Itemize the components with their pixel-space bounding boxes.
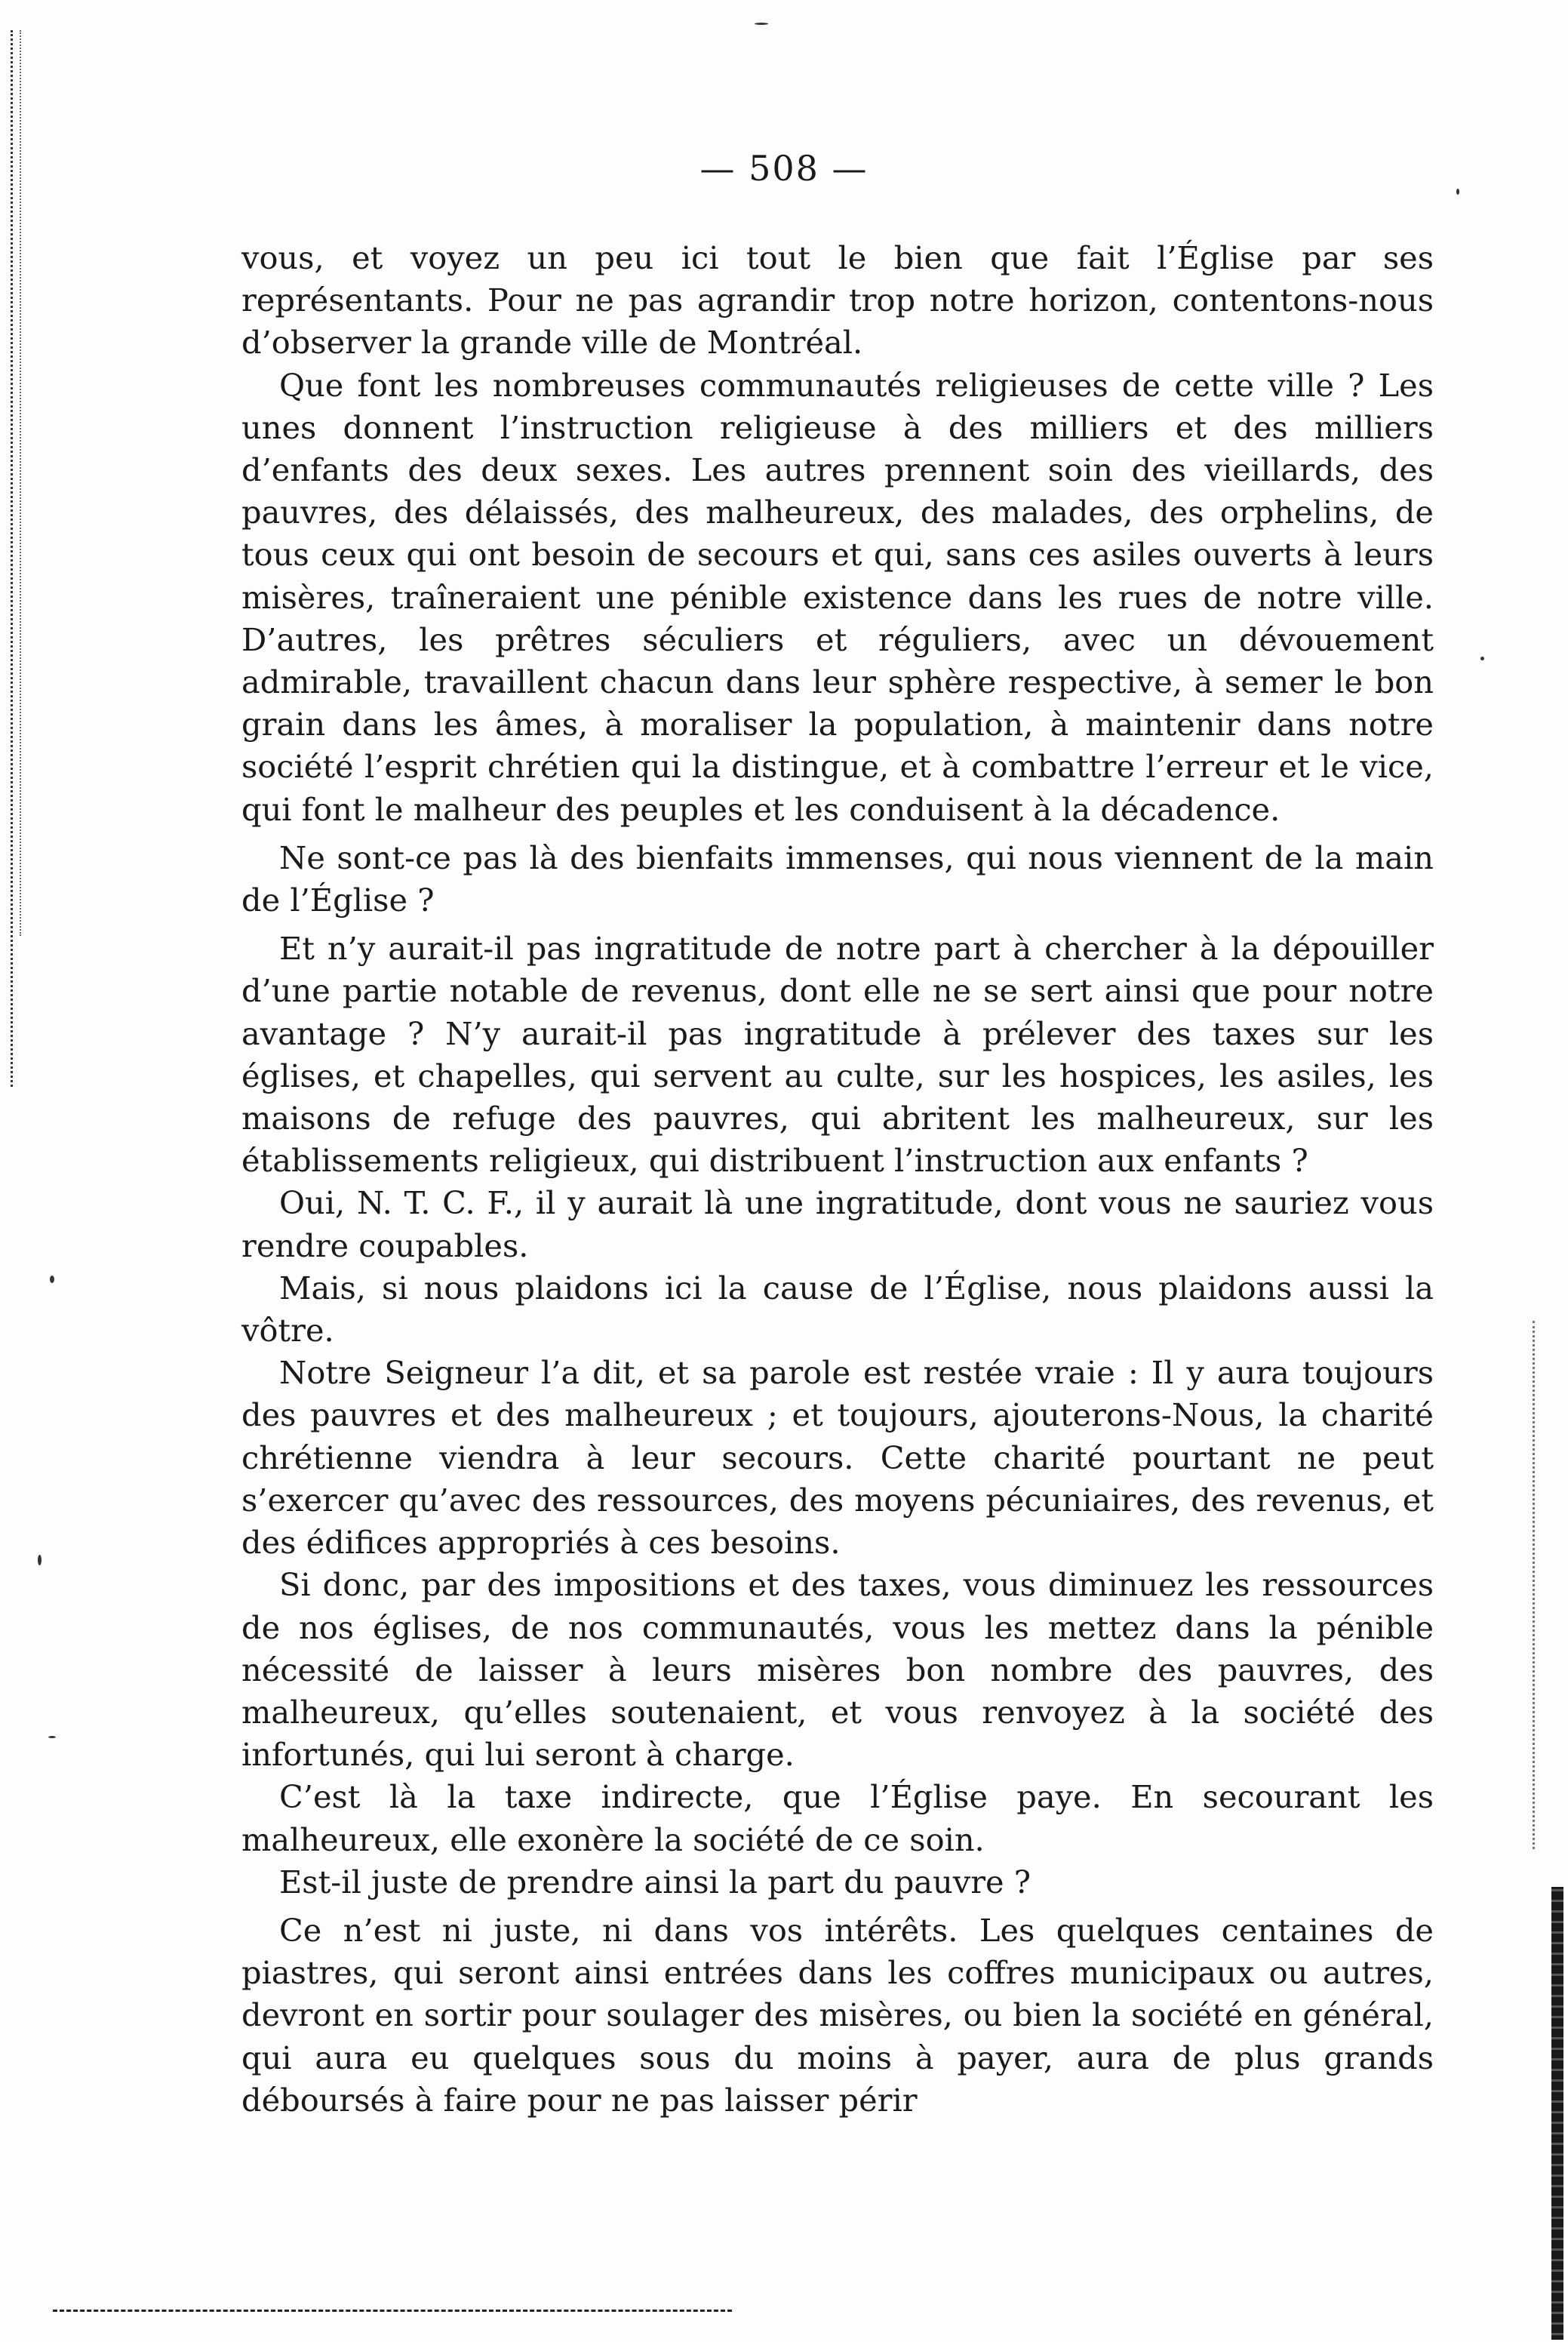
paragraph: Si donc, par des impositions et des taxes, vous diminuez les ressources de nos églises, de nos communautés, vous les mettez dans la pénible nécessité de laisser à leurs misères bon nombre des pauvres, des malheureux, qu’elles soutenaient, et vous renvoyez à la société des infortunés, qui lui seront à charge.	[241, 1566, 1434, 1774]
paragraph: Et n’y aurait-il pas ingratitude de notre part à chercher à la dépouiller d’une partie notable de revenus, dont elle ne se sert ainsi que pour notre avantage ? N’y aurait-il pas ingratitude à prélever des taxes sur les églises, et chapelles, qui servent au culte, sur les hospices, les asiles, les maisons de refuge des pauvres, qui abritent les malheureux, sur les établissements religieux, qui distribuent l’instruction aux enfants ?	[241, 930, 1434, 1180]
ink-speck	[755, 23, 768, 25]
left-margin-rule	[11, 30, 17, 1087]
paragraph: Mais, si nous plaidons ici la cause de l’Église, nous plaidons aussi la vôtre.	[241, 1269, 1434, 1349]
paragraph: Que font les nombreuses communautés religieuses de cette ville ? Les unes donnent l’instruction religieuse à des milliers et des milliers d’enfants des deux sexes. Les autres prennent soin des vieillards, des pauvres, des délaissés, des malheureux, des malades, des orphelins, de tous ceux qui ont besoin de secours et qui, sans ces asiles ouverts à leurs misères, traîneraient une pénible existence dans les rues de notre ville. D’autres, les prêtres séculiers et réguliers, avec un dévouement admirable, travaillent chacun dans leur sphère respective, à semer le bon grain dans les âmes, à moraliser la population, à maintenir dans notre société l’esprit chrétien qui la distingue, et à combattre l’erreur et le vice, qui font le malheur des peuples et les conduisent à la décadence.	[241, 366, 1434, 828]
ink-speck	[48, 1736, 56, 1738]
right-edge-binding	[1551, 1887, 1563, 2340]
body-text	[241, 237, 1434, 2122]
ink-speck	[1456, 189, 1459, 195]
paragraph: vous, et voyez un peu ici tout le bien que fait l’Église par ses représentants. Pour ne pas agrandir trop notre horizon, contentons-nous d’observer la grande ville de Montréal.	[241, 239, 1434, 362]
paragraph: Ce n’est ni juste, ni dans vos intérêts. Les quelques centaines de piastres, qui seront ainsi entrées dans les coffres municipaux ou autres, devront en sortir pour soulager des misères, ou bien la société en général, qui aura eu quelques sous du moins à payer, aura de plus grands déboursés à faire pour ne pas laisser périr	[241, 1911, 1434, 2119]
ink-speck	[38, 1555, 42, 1565]
bottom-edge-rule	[53, 2310, 732, 2316]
paragraph: C’est là la taxe indirecte, que l’Église paye. En secourant les malheureux, elle exonère la société de ce soin.	[241, 1778, 1434, 1858]
paragraph: Ne sont-ce pas là des bienfaits immenses, qui nous viennent de la main de l’Église ?	[241, 839, 1434, 919]
paragraph: Est-il juste de prendre ainsi la part du pauvre ?	[279, 1863, 1031, 1900]
paragraph: Notre Seigneur l’a dit, et sa parole est restée vraie : Il y aura toujours des pauvres et des malheureux ; et toujours, ajouterons-Nous, la charité chrétienne viendra à leur secours. Cette charité pourtant ne peut s’exercer qu’avec des ressources, des moyens pécuniaires, des revenus, et des édifices appropriés à ces besoins.	[241, 1354, 1434, 1562]
right-margin-dots	[1533, 1321, 1538, 1849]
paragraph: Oui, N. T. C. F., il y aurait là une ingratitude, dont vous ne sauriez vous rendre coupables.	[241, 1184, 1434, 1264]
ink-speck	[1480, 657, 1484, 660]
page-number: — 508 —	[699, 148, 869, 189]
ink-speck	[50, 1276, 54, 1283]
